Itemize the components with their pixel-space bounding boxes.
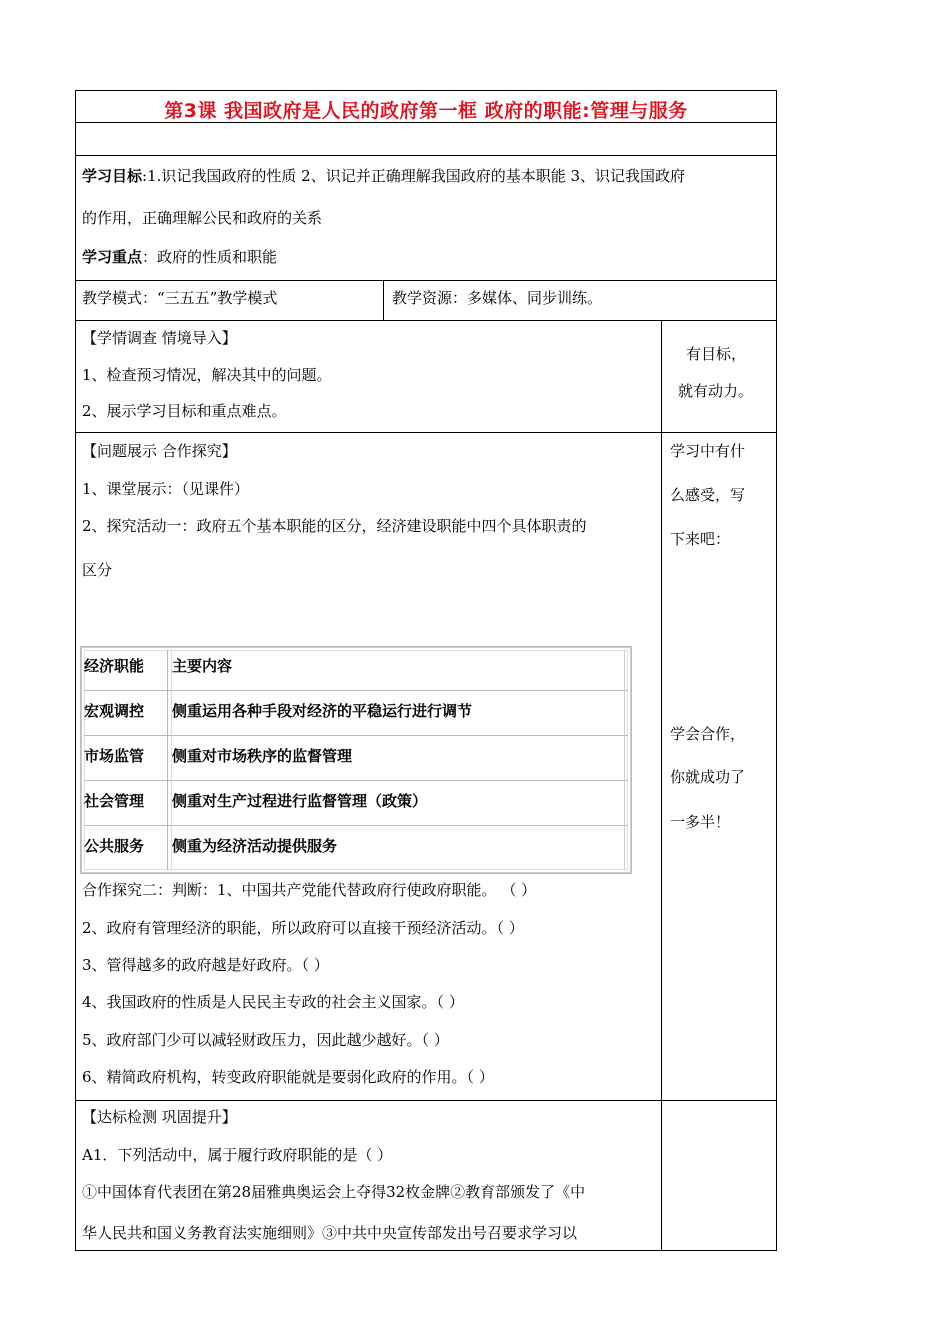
goals-text-2: 的作用，正确理解公民和政府的关系 xyxy=(82,209,323,227)
section2-heading: 【问题展示 合作探究】 xyxy=(82,442,237,460)
section2-line-2: 2、探究活动一：政府五个基本职能的区分，经济建设职能中四个具体职责的 xyxy=(82,517,587,535)
table-border xyxy=(75,90,777,91)
section2-side-bottom-3: 一多半！ xyxy=(670,813,731,831)
table-border xyxy=(75,90,76,1251)
table-border xyxy=(75,1100,777,1101)
table-cell: 社会管理 xyxy=(84,792,145,810)
judge-line: 2、政府有管理经济的职能，所以政府可以直接干预经济活动。（ ） xyxy=(82,919,524,937)
table-frame xyxy=(84,650,628,870)
table-cell: 经济职能 xyxy=(84,657,145,675)
table-border xyxy=(75,122,777,123)
learning-focus xyxy=(82,246,277,267)
table-cell: 主要内容 xyxy=(172,657,233,675)
table-border xyxy=(75,1250,777,1251)
focus-label: 学习重点 xyxy=(82,248,143,266)
question-1: A1．下列活动中，属于履行政府职能的是（ ） xyxy=(82,1146,393,1164)
section2-side-bottom-1 xyxy=(670,723,745,744)
section2-side-top-3: 下来吧： xyxy=(670,530,731,548)
inner-col-line xyxy=(624,650,625,870)
table-cell: 宏观调控 xyxy=(84,702,145,720)
inner-col-line xyxy=(167,650,168,870)
goals-text-1: :1.识记我国政府的性质 2、识记并正确理解我国政府的基本职能 3、识记我国政府 xyxy=(142,167,686,185)
judge-line: 5、政府部门少可以减轻财政压力，因此越少越好。（ ） xyxy=(82,1031,449,1049)
economic-functions-table xyxy=(80,646,632,874)
table-border xyxy=(75,155,777,156)
judge-line: 合作探究二：判断：1、中国共产党能代替政府行使政府职能。 （ ） xyxy=(82,881,537,899)
learning-goals xyxy=(82,165,685,186)
section3-heading: 【达标检测 巩固提升】 xyxy=(82,1108,237,1126)
inner-row-line xyxy=(84,735,628,736)
side-bottom-text-1: 学会合作， xyxy=(670,725,746,743)
section2-side-bottom-2: 你就成功了 xyxy=(670,768,746,786)
table-cell: 侧重对市场秩序的监督管理 xyxy=(172,747,353,765)
table-border xyxy=(776,90,777,1251)
table-cell: 侧重运用各种手段对经济的平稳运行进行调节 xyxy=(172,702,473,720)
inner-row-line xyxy=(84,825,628,826)
table-border xyxy=(661,320,662,1251)
table-border xyxy=(75,280,777,281)
focus-text: ：政府的性质和职能 xyxy=(142,248,278,266)
teaching-resources: 教学资源：多媒体、同步训练。 xyxy=(392,289,603,307)
section1-side-1: 有目标， xyxy=(686,345,747,363)
section2-line-3: 区分 xyxy=(82,561,113,579)
table-border xyxy=(75,320,777,321)
teaching-mode: 教学模式：“三五五”教学模式 xyxy=(82,289,278,307)
question-1-line-2: 华人民共和国义务教育法实施细则》③中共中央宣传部发出号召要求学习以 xyxy=(82,1224,578,1242)
inner-row-line xyxy=(84,690,628,691)
section1-line-1: 1、检查预习情况，解决其中的问题。 xyxy=(82,366,332,384)
table-border xyxy=(75,432,777,433)
section1-line-2: 2、展示学习目标和重点难点。 xyxy=(82,402,287,420)
page-title: 第3课 我国政府是人民的政府第一框 政府的职能:管理与服务 xyxy=(164,100,688,122)
goals-label: 学习目标 xyxy=(82,167,143,185)
question-1-line-1: ①中国体育代表团在第28届雅典奥运会上夺得32枚金牌②教育部颁发了《中 xyxy=(82,1183,586,1201)
table-cell: 市场监管 xyxy=(84,747,145,765)
section2-side-top-2: 么感受，写 xyxy=(670,486,746,504)
inner-row-line xyxy=(84,780,628,781)
table-border xyxy=(383,280,384,320)
judge-line: 4、我国政府的性质是人民民主专政的社会主义国家。（ ） xyxy=(82,993,464,1011)
table-cell: 公共服务 xyxy=(84,837,145,855)
section1-heading: 【学情调查 情境导入】 xyxy=(82,329,237,347)
judge-line: 3、管得越多的政府越是好政府。（ ） xyxy=(82,956,329,974)
table-cell: 侧重对生产过程进行监督管理（政策） xyxy=(172,792,428,810)
section2-line-1: 1、课堂展示：（见课件） xyxy=(82,480,250,498)
section1-side-2: 就有动力。 xyxy=(678,382,754,400)
judge-line: 6、精简政府机构，转变政府职能就是要弱化政府的作用。（ ） xyxy=(82,1068,494,1086)
section2-side-top-1: 学习中有什 xyxy=(670,442,746,460)
table-cell: 侧重为经济活动提供服务 xyxy=(172,837,338,855)
